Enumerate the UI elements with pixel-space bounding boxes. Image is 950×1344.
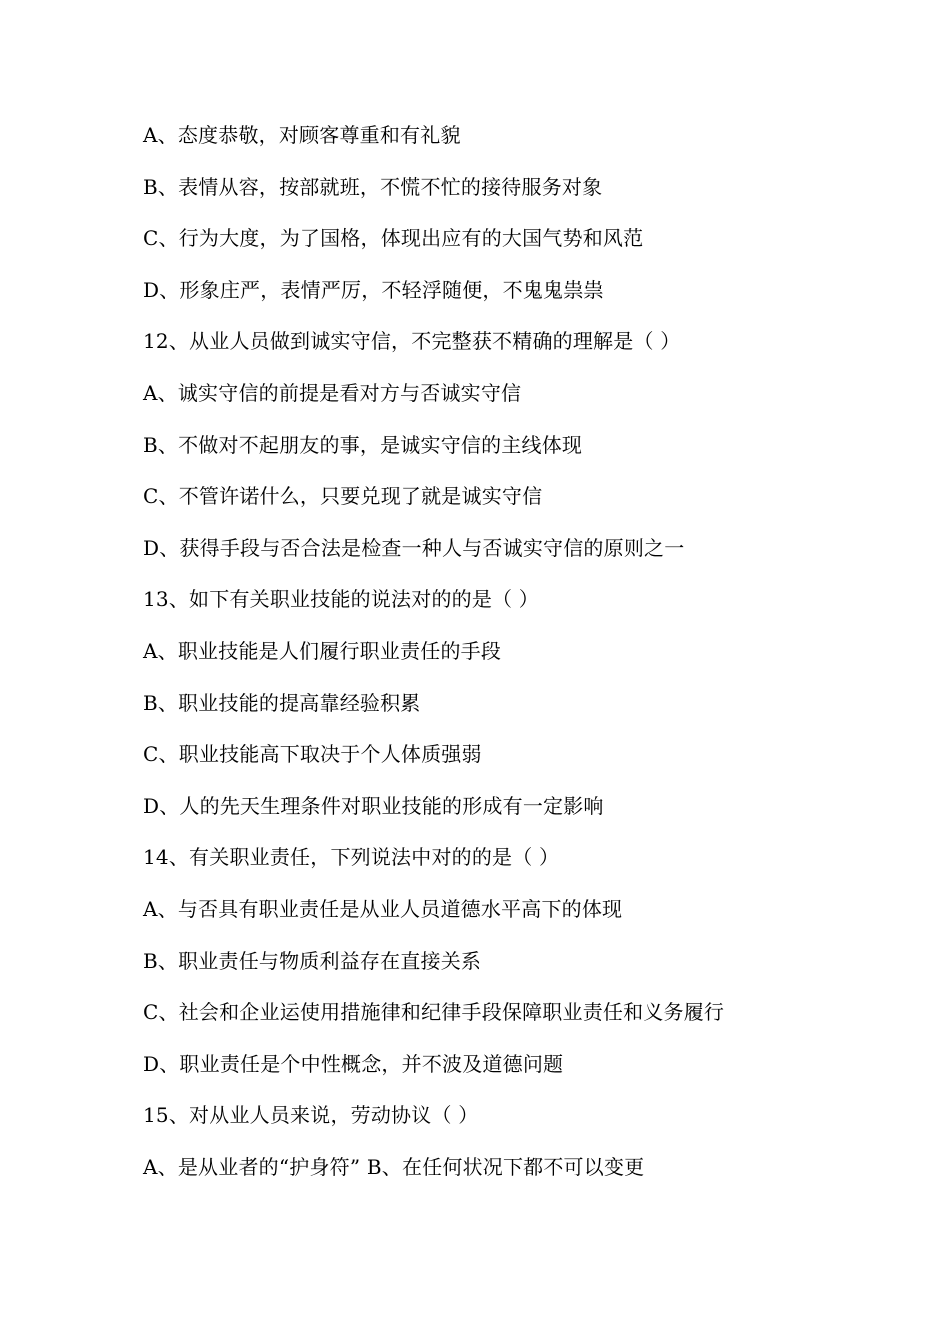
option-13-a: A、职业技能是人们履行职业责任的手段 (143, 638, 502, 663)
option-14-c: C、社会和企业运使用措施律和纪律手段保障职业责任和义务履行 (143, 1000, 725, 1025)
option-12-d: D、获得手段与否合法是检查一种人与否诚实守信的原则之一 (143, 535, 685, 560)
question-15: 15、对从业人员来说，劳动协议（ ） (143, 1103, 479, 1128)
option-11-d: D、形象庄严，表情严厉，不轻浮随便，不鬼鬼祟祟 (143, 277, 604, 302)
option-11-c: C、行为大度，为了国格，体现出应有的大国气势和风范 (143, 226, 644, 251)
option-12-a: A、诚实守信的前提是看对方与否诚实守信 (143, 380, 522, 405)
question-12: 12、从业人员做到诚实守信，不完整获不精确的理解是（ ） (143, 329, 681, 354)
option-13-c: C、职业技能高下取决于个人体质强弱 (143, 742, 482, 767)
option-15-a-b: A、是从业者的“护身符” B、在任何状况下都不可以变更 (143, 1154, 645, 1179)
question-13: 13、如下有关职业技能的说法对的的是（ ） (143, 587, 540, 612)
option-14-a: A、与否具有职业责任是从业人员道德水平高下的体现 (143, 896, 623, 921)
option-14-b: B、职业责任与物质利益存在直接关系 (143, 948, 482, 973)
option-11-b: B、表情从容，按部就班，不慌不忙的接待服务对象 (143, 174, 603, 199)
option-11-a: A、态度恭敬，对顾客尊重和有礼貌 (143, 123, 461, 147)
option-12-c: C、不管许诺什么，只要兑现了就是诚实守信 (143, 484, 543, 509)
option-14-d: D、职业责任是个中性概念，并不波及道德问题 (143, 1051, 564, 1076)
option-12-b: B、不做对不起朋友的事，是诚实守信的主线体现 (143, 432, 583, 457)
option-13-b: B、职业技能的提高靠经验积累 (143, 690, 421, 715)
question-14: 14、有关职业责任，下列说法中对的的是（ ） (143, 845, 560, 870)
option-13-d: D、人的先天生理条件对职业技能的形成有一定影响 (143, 793, 604, 818)
question-text-block (143, 118, 903, 1201)
